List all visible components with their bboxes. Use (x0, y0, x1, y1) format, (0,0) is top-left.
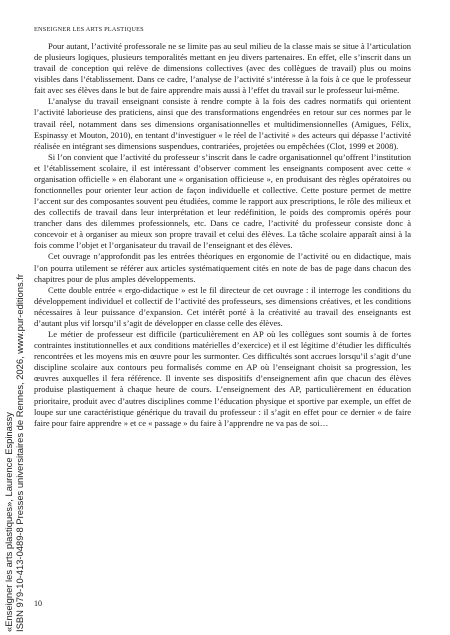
side-credit-line: ISBN 979-10-413-0489-8 Presses universitaires de Rennes, 2026, www.pur-editions.fr (13, 274, 25, 632)
paragraph: Cet ouvrage n’approfondit pas les entrées théoriques en ergonomie de l’activité ou en didactique, mais l’on pourra utilement se référer aux articles systématiquement cités en note de bas de page dans chacun des chapitres pour de plus amples développements. (34, 251, 411, 284)
paragraph: Cette double entrée « ergo-didactique » est le fil directeur de cet ouvrage : il interroge les conditions du développement individuel et collectif de l’activité des professeurs, ses dimensions créatives, et les conditions nécessaires à leur puissance d’expansion. Cet intérêt porté à la créativité au travail des enseignants est d’autant plus vif lorsqu’il s’agit de développer en classe celle des élèves. (34, 284, 411, 328)
running-head: ENSEIGNER LES ARTS PLASTIQUES (34, 26, 144, 33)
side-credit-line: «Enseigner les arts plastiques», Laurence Espinassy (3, 412, 14, 632)
paragraph: Si l’on convient que l’activité du professeur s’inscrit dans le cadre organisationnel qu’offrent l’institution et l’établissement scolaire, il est intéressant d’observer comment les enseignants composent avec cette « organisation officielle » en élaborant une « organisation officieuse », en produisant des règles opératoires ou fonctionnelles pour orienter leur action de façon individuelle et collective. Cette posture permet de mettre l’accent sur des composantes souvent peu étudiées, comme le rapport aux prescriptions, le rôle des milieux et des collectifs de travail dans leur interprétation et leur redéfinition, le poids des compromis opérés pour trancher dans des dilemmes professionnels, etc. Dans ce cadre, l’activité du professeur consiste donc à concevoir et à organiser au mieux son propre travail et celui des élèves. La tâche scolaire apparaît ainsi à la fois comme l’objet et l’organisateur du travail de l’enseignant et des élèves. (34, 151, 411, 251)
paragraph: Le métier de professeur est difficile (particulièrement en AP où les collègues sont soumis à de fortes contraintes institutionnelles et aux conditions matérielles d’exercice) et il est légitime d’étudier les difficultés rencontrées et les moyens mis en œuvre pour les surmonter. Ces difficultés sont accrues lorsqu’il s’agit d’une discipline scolaire aux contours peu formalisés comme en AP où l’enseignant choisit sa progression, les œuvres auxquelles il fera référence. Il invente ses dispositifs d’enseignement afin que chacun des élèves produise plastiquement à chaque heure de cours. L’enseignement des AP, particulièrement en éducation prioritaire, produit avec d’autres disciplines comme l’éducation physique et sportive par exemple, un effet de loupe sur une caractéristique générique du travail du professeur : il s’agit en effet pour ce dernier « de faire faire pour faire apprendre » et ce « passage » du faire à l’apprendre ne va pas de soi… (34, 329, 411, 428)
page-number: 10 (34, 599, 42, 608)
body-text (34, 41, 411, 429)
paragraph: Pour autant, l’activité professorale ne se limite pas au seul milieu de la classe mais se situe à l’articulation de plusieurs logiques, plusieurs temporalités mettant en jeu divers partenaires. En effet, elle s’inscrit dans un travail de conception qui relève de dimensions collectives (avec des collègues de travail) plus ou moins visibles dans l’établissement. Dans ce cadre, l’analyse de l’activité s’intéresse à la fois à ce que le professeur fait avec ses élèves dans le but de faire apprendre mais aussi à l’effet du travail sur le professeur lui-même. (34, 41, 411, 96)
side-credit (4, 72, 36, 632)
paragraph: L’analyse du travail enseignant consiste à rendre compte à la fois des cadres normatifs qui orientent l’activité laborieuse des praticiens, ainsi que des transformations engendrées en retour sur ces normes par le travail réel, notamment dans ses dimensions organisationnelles et multidimensionnelles (Amigues, Félix, Espinassy et Mouton, 2010), en tentant d’investiguer « le réel de l’activité » des acteurs qui dépasse l’activité réalisée en intégrant ses dimensions suspendues, contrariées, projetées ou empêchées (Clot, 1999 et 2008). (34, 96, 411, 151)
